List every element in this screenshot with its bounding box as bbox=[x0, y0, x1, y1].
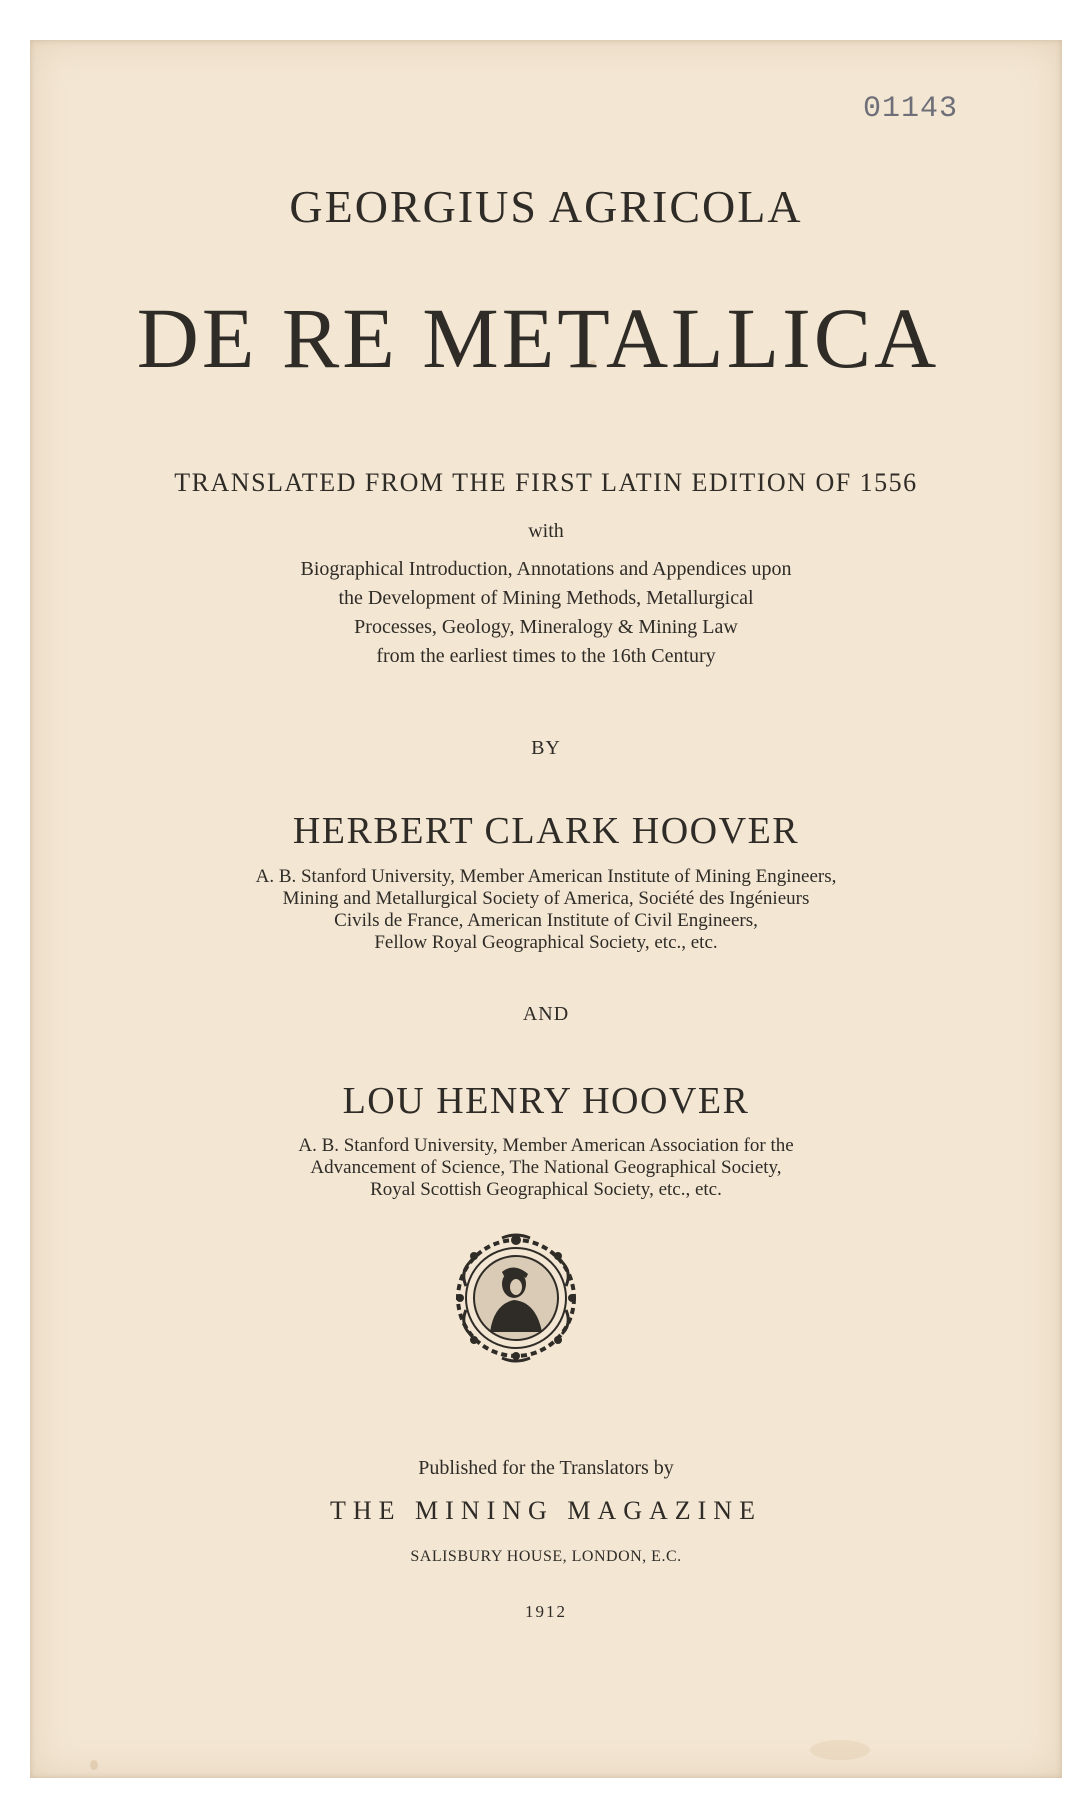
publisher-name: THE MINING MAGAZINE bbox=[330, 1496, 762, 1525]
credential-line: Advancement of Science, The National Geographical Society, bbox=[310, 1157, 782, 1178]
credential-line: Royal Scottish Geographical Society, etc., etc. bbox=[370, 1179, 722, 1200]
translator2-credentials bbox=[30, 1135, 1062, 1201]
credential-line: A. B. Stanford University, Member American Association for the bbox=[298, 1135, 794, 1156]
translator2-name: LOU HENRY HOOVER bbox=[342, 1080, 750, 1122]
publisher-address: SALISBURY HOUSE, LONDON, E.C. bbox=[410, 1548, 682, 1565]
credential-line: Civils de France, American Institute of Civil Engineers, bbox=[334, 910, 758, 931]
by-text: BY bbox=[531, 737, 561, 759]
paper-spot bbox=[90, 1760, 98, 1770]
description bbox=[30, 555, 1062, 671]
portrait-medallion-icon bbox=[450, 1232, 582, 1364]
and-text: AND bbox=[522, 1003, 570, 1025]
description-line: Biographical Introduction, Annotations and Appendices upon bbox=[300, 558, 792, 580]
translator1-name: HERBERT CLARK HOOVER bbox=[292, 810, 800, 852]
published-for: Published for the Translators by bbox=[418, 1457, 674, 1479]
description-line: the Development of Mining Methods, Metallurgical bbox=[338, 587, 754, 609]
description-line: Processes, Geology, Mineralogy & Mining Law bbox=[354, 616, 738, 638]
author-heading: GEORGIUS AGRICOLA bbox=[289, 181, 803, 232]
credential-line: A. B. Stanford University, Member American Institute of Mining Engineers, bbox=[255, 866, 837, 887]
description-line: from the earliest times to the 16th Century bbox=[376, 645, 716, 667]
credential-line: Fellow Royal Geographical Society, etc., etc. bbox=[374, 932, 718, 953]
credential-line: Mining and Metallurgical Society of America, Société des Ingénieurs bbox=[282, 888, 810, 909]
book-title: DE RE METALLICA bbox=[136, 290, 940, 386]
publication-year: 1912 bbox=[525, 1602, 567, 1621]
translator1-credentials bbox=[30, 866, 1062, 954]
paper-stain bbox=[810, 1740, 870, 1760]
with-text: with bbox=[528, 520, 564, 542]
stamp-number: 01143 bbox=[862, 92, 958, 126]
edition-subtitle: TRANSLATED FROM THE FIRST LATIN EDITION OF 1556 bbox=[174, 468, 918, 497]
title-page bbox=[30, 40, 1062, 1778]
